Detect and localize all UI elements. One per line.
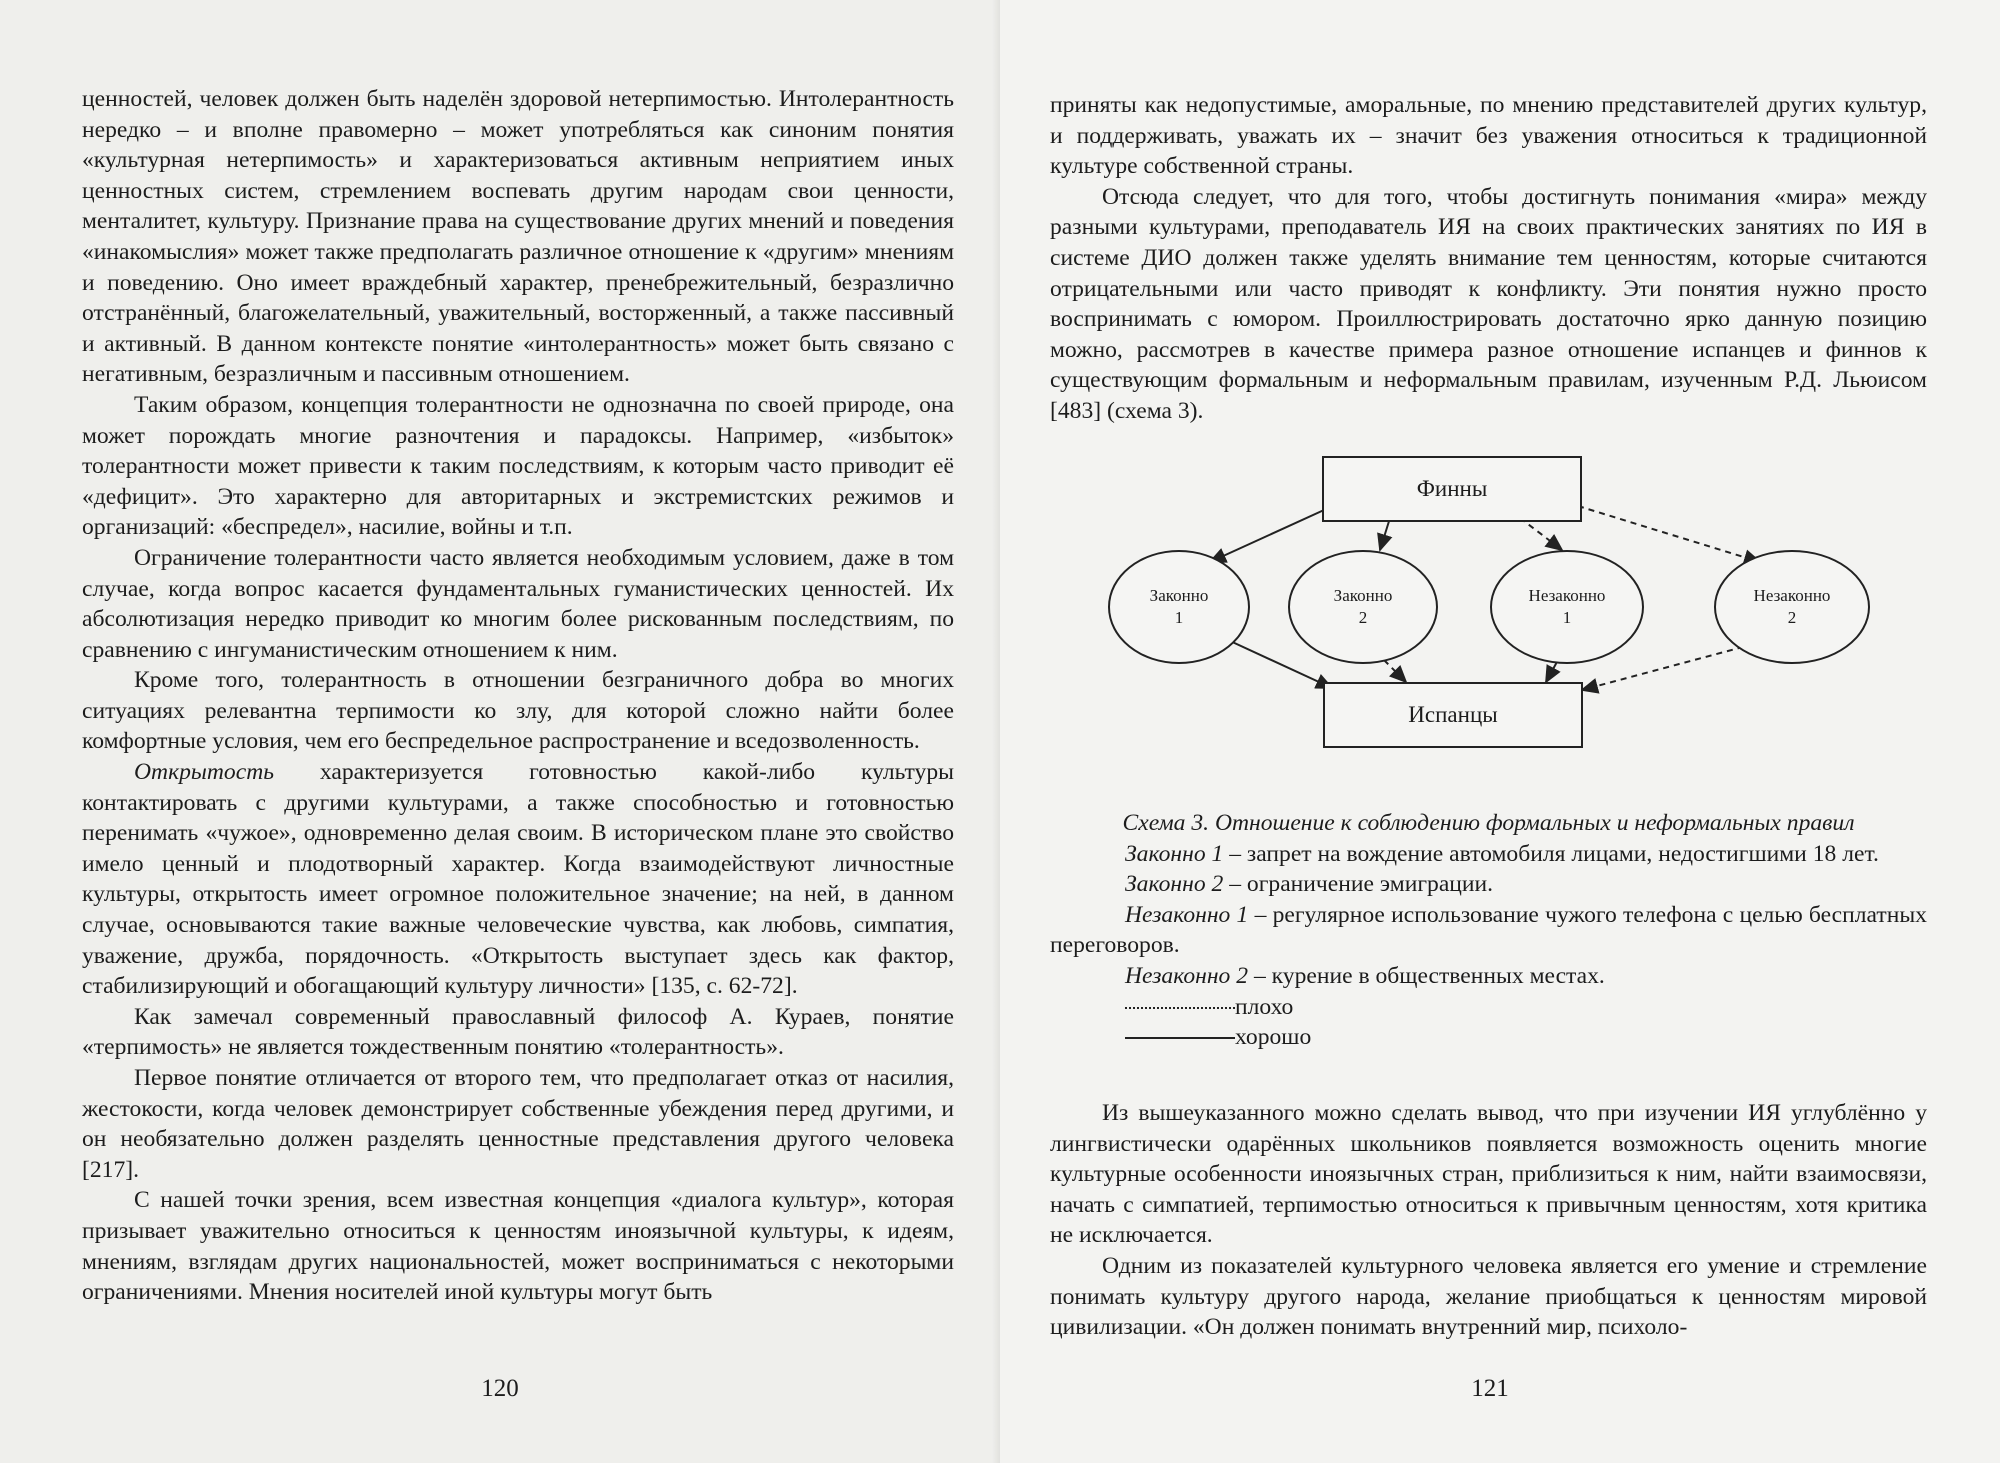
paragraph: Первое понятие отличается от второго тем, что предполагает отказ от насилия, жестокости, когда человек демонстрирует собственные убеждения перед другими, и он необязательно должен разделять ценностные представления другого человека [217]. — [82, 1065, 954, 1183]
right-page-text-top — [1050, 90, 1927, 427]
legend-bad — [1125, 992, 1927, 1023]
rule-item — [1050, 900, 1927, 961]
rule-text: – регулярное использование чужого телефона с целью бесплатных переговоров. — [1050, 901, 1927, 959]
paragraph: Ограничение толерантности часто является необходимым условием, даже в том случае, когда вопрос касается фундаментальных гуманистических ценностей. Их абсолютизация нередко приводит ко многим более рискованным последствиям, по сравнению с ингуманистическим отношением к ним. — [82, 544, 954, 663]
paragraph: ценностей, человек должен быть наделён здоровой нетерпимостью. Интолерантность нередко – и вполне правомерно – может употребляться как синоним понятия «культурная нетерпимость» и характеризоваться активным неприятием иных ценностных систем, стремлением воспевать другим народам свои ценности, менталитет, культуру. Признание права на существование других мнений и поведения «инакомыслия» может также предполагать различное отношение к «другим» мнениям и поведению. Оно имеет враждебный характер, пренебрежительный, безразлично отстранённый, благожелательный, уважительный, восторженный, а также пассивный и активный. В данном контексте понятие «интолерантность» может быть связано с негативным, безразличным и пассивным отношением. — [82, 86, 954, 388]
ellipse-legal-2 — [1288, 550, 1438, 664]
solid-line-sample — [1125, 1037, 1235, 1039]
legend-good-label: хорошо — [1235, 1024, 1312, 1051]
ellipse-label: Незаконно — [1753, 586, 1831, 605]
right-page-text-bottom — [1050, 1098, 1927, 1343]
rule-item — [1050, 961, 1927, 992]
rule-item — [1050, 839, 1927, 870]
ellipse-legal-1 — [1108, 550, 1250, 664]
arrow-finns-legal-1 — [1210, 510, 1324, 562]
dotted-line-sample — [1125, 1007, 1235, 1009]
rule-text: – ограничение эмиграции. — [1223, 871, 1494, 898]
paragraph: Отсюда следует, что для того, чтобы достигнуть понимания «мира» между разными культурами, преподаватель ИЯ на своих практических занятиях по ИЯ в системе ДИО должен также уделять внимание тем ценностям, которые считаются отрицательными или часто приводят к конфликту. Эти понятия нужно просто воспринимать с юмором. Проиллюстрировать достаточно ярко данную позицию можно, рассмотрев в качестве примера разное отношение испанцев и финнов к существующим формальным и неформальным правилам, изученным Р.Д. Льюисом [483] (схема 3). — [1050, 183, 1927, 424]
rule-term: Незаконно 1 — [1125, 901, 1249, 928]
scheme-caption-block — [1050, 808, 1927, 1053]
rule-item — [1050, 869, 1927, 900]
box-spaniards: Испанцы — [1323, 682, 1583, 748]
rule-term: Законно 1 — [1125, 840, 1224, 867]
rule-term: Законно 2 — [1125, 871, 1224, 898]
ellipse-label: Законно — [1149, 586, 1209, 605]
rule-text: – курение в общественных местах. — [1248, 962, 1605, 989]
ellipse-illegal-2 — [1714, 550, 1870, 664]
arrow-finns-legal-2 — [1380, 518, 1390, 550]
scheme-caption: Схема 3. Отношение к соблюдению формальных и неформальных правил — [1122, 810, 1855, 836]
ellipse-label: Незаконно — [1528, 586, 1606, 605]
scheme-diagram — [1100, 450, 1900, 760]
openness-text: характеризуется готовностью какой-либо культуры контактировать с другими культурами, а также способностью и готовностью перенимать «чужое», одновременно делая своим. В историческом плане это свойство имело ценный и плодотворный характер. Когда взаимодействуют личностные культуры, открытость имеет огромное положительное значение; на ней, в данном случае, основываются такие важные человеческие чувства, как любовь, симпатия, уважение, дружба, порядочность. «Открытость выступает здесь как фактор, стабилизирующий и обогащающий культуру личности» [135, с. 62-72]. — [82, 759, 954, 1000]
page-number: 120 — [481, 1375, 519, 1402]
ellipse-number: 1 — [1174, 608, 1184, 627]
paragraph: Из вышеуказанного можно сделать вывод, что при изучении ИЯ углублённо у лингвистически одарённых школьников появляется возможность оценить многие культурные особенности иноязычных стран, приблизиться к ним, найти взаимосвязи, начать с симпатией, терпимостью относиться к привычным ценностям, хотя критика не исключается. — [1050, 1100, 1927, 1249]
page-number: 121 — [1471, 1375, 1509, 1402]
arrow-legal-2-spaniards — [1384, 660, 1406, 682]
paragraph: Как замечал современный православный философ А. Кураев, понятие «терпимость» не является тождественным понятию «толерантность». — [82, 1003, 954, 1061]
paragraph: Таким образом, концепция толерантности не однозначна по своей природе, она может порождать многие разночтения и парадоксы. Например, «избыток» толерантности может привести к таким последствиям, к которым часто приводит её «дефицит». Это характерно для авторитарных и экстремистских режимов и организаций: «беспредел», насилие, войны и т.п. — [82, 391, 954, 541]
right-page — [1000, 0, 2000, 1463]
paragraph: приняты как недопустимые, аморальные, по мнению представителей других культур, и поддерживать, уважать их – значит без уважения относиться к традиционной культуре собственной страны. — [1050, 92, 1927, 180]
ellipse-number: 2 — [1358, 608, 1368, 627]
rule-text: – запрет на вождение автомобиля лицами, недостигшими 18 лет. — [1223, 840, 1879, 867]
arrow-finns-illegal-2 — [1578, 506, 1760, 562]
left-page-text — [82, 84, 954, 1308]
paragraph: Одним из показателей культурного человека является его умение и стремление понимать культуру другого народа, желание приобщаться к ценностям мировой цивилизации. «Он должен понимать внутренний мир, психоло- — [1050, 1252, 1927, 1341]
legend-good — [1125, 1022, 1927, 1053]
term-openness: Открытость — [134, 759, 274, 786]
ellipse-number: 1 — [1562, 608, 1572, 627]
arrow-finns-illegal-1 — [1520, 518, 1562, 550]
ellipse-illegal-1 — [1490, 550, 1644, 664]
paragraph-openness — [82, 757, 954, 1002]
paragraph: С нашей точки зрения, всем известная концепция «диалога культур», которая призывает уважительно относиться к ценностям иноязычной культуры, к идеям, мнениям, взглядам других национальностей, может восприниматься с некоторыми ограничениями. Мнения носителей иной культуры могут быть — [82, 1187, 954, 1306]
legend-bad-label: плохо — [1235, 993, 1294, 1020]
ellipse-number: 2 — [1787, 608, 1797, 627]
box-finns: Финны — [1322, 456, 1582, 522]
ellipse-label: Законно — [1333, 586, 1393, 605]
rule-term: Незаконно 2 — [1125, 962, 1249, 989]
paragraph: Кроме того, толерантность в отношении безграничного добра во многих ситуациях релевантна терпимости ко злу, для которой сложно найти более комфортные условия, чем его беспредельное распространение и вседозволенность. — [82, 667, 954, 755]
